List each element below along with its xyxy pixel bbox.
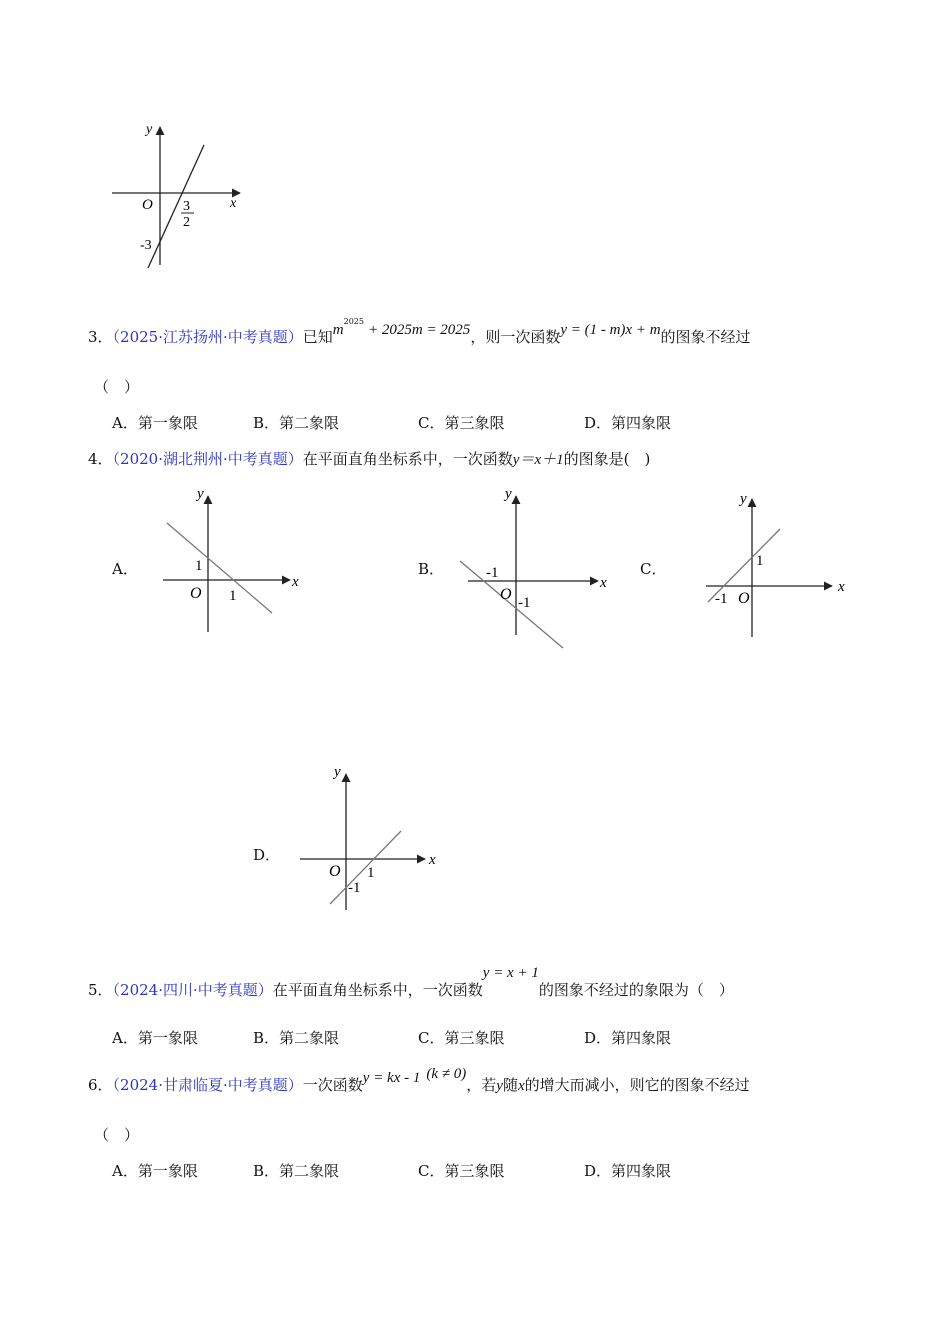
question-number: 5． <box>88 981 113 999</box>
option-text: 第三象限 <box>444 1162 505 1180</box>
question-text: 一次函数 <box>302 1076 363 1094</box>
function-condition: (k ≠ 0) <box>426 1066 467 1082</box>
question-text: 的图象不经过的象限为（ ） <box>538 981 734 999</box>
question-text: ，若 <box>466 1076 497 1094</box>
y-intercept-label: 1 <box>195 558 203 574</box>
question-number: 4． <box>88 450 113 468</box>
option-c[interactable]: C． <box>640 560 667 578</box>
option-b-graph <box>450 480 620 655</box>
y-intercept-label: -3 <box>140 238 152 253</box>
option-text: 第四象限 <box>611 1162 672 1180</box>
option-text: 第一象限 <box>137 1162 198 1180</box>
option-d[interactable] <box>584 1160 671 1181</box>
question-source: （2024·甘肃临夏·中考真题） <box>112 1076 303 1094</box>
option-text: 第四象限 <box>611 1029 672 1047</box>
option-letter: A． <box>112 414 138 432</box>
graph-line <box>167 523 272 613</box>
question-text: 的图象不经过 <box>660 328 751 346</box>
formula-rest: + 2025m = 2025 <box>367 322 471 338</box>
option-letter: D． <box>584 1029 612 1047</box>
option-letter: B． <box>253 414 280 432</box>
question-text: 随 <box>502 1076 518 1094</box>
function-formula: y = kx - 1 <box>362 1070 421 1086</box>
option-d-graph <box>295 758 455 918</box>
option-a[interactable] <box>112 1027 198 1048</box>
x-label: x <box>600 575 607 591</box>
option-text: 第二象限 <box>279 1162 340 1180</box>
x-intercept-denominator: 2 <box>183 215 190 230</box>
option-text: 第一象限 <box>137 1029 198 1047</box>
origin-label: O <box>190 585 202 602</box>
x-label: x <box>838 579 845 595</box>
function-formula: y＝x＋1 <box>512 452 564 468</box>
option-text: 第一象限 <box>137 414 198 432</box>
option-text: 第三象限 <box>444 1029 505 1047</box>
variable-x: x <box>517 1078 525 1094</box>
option-b[interactable] <box>253 1027 339 1048</box>
option-c[interactable] <box>418 412 505 433</box>
option-a[interactable] <box>112 1160 198 1181</box>
variable-y: y <box>496 1078 503 1094</box>
origin-label: O <box>142 197 153 213</box>
answer-paren: （ ） <box>94 1126 140 1144</box>
y-label: y <box>197 486 204 502</box>
y-intercept-label: -1 <box>518 595 531 611</box>
question-text: 的图象是( ) <box>563 450 651 468</box>
answer-paren: （ ） <box>94 378 140 396</box>
question-text: 在平面直角坐标系中，一次函数 <box>272 981 483 999</box>
option-text: 第二象限 <box>279 1029 340 1047</box>
origin-label: O <box>329 863 341 880</box>
option-d[interactable] <box>584 1027 671 1048</box>
question-text: 在平面直角坐标系中，一次函数 <box>302 450 513 468</box>
formula-base: m <box>332 322 344 338</box>
option-letter: D． <box>584 1162 612 1180</box>
x-intercept-label: -1 <box>715 591 728 607</box>
function-formula: y = (1 - m)x + m <box>560 322 661 338</box>
option-b[interactable] <box>253 1160 339 1181</box>
question-text: ，则一次函数 <box>470 328 561 346</box>
question-6-stem <box>88 1066 750 1095</box>
option-a-graph <box>155 480 315 640</box>
x-label: x <box>230 196 237 211</box>
question-source: （2025·江苏扬州·中考真题） <box>112 328 303 346</box>
x-intercept-label: 1 <box>367 865 375 881</box>
option-c-graph <box>700 485 860 645</box>
x-intercept-label: 1 <box>229 588 237 604</box>
option-a[interactable]: A． <box>112 560 138 578</box>
graph-line <box>460 561 563 648</box>
option-b[interactable] <box>253 412 339 433</box>
x-intercept-numerator: 3 <box>183 199 190 214</box>
question-source: （2020·湖北荆州·中考真题） <box>112 450 303 468</box>
graph-line <box>330 831 401 904</box>
question-text: 的增大而减小，则它的图象不经过 <box>524 1076 750 1094</box>
y-label: y <box>505 486 512 502</box>
option-letter: D． <box>584 414 612 432</box>
option-letter: C． <box>418 414 445 432</box>
option-c[interactable] <box>418 1027 505 1048</box>
question-text: 已知 <box>302 328 333 346</box>
y-intercept-label: 1 <box>756 553 764 569</box>
formula-exponent: 2025 <box>343 317 364 326</box>
option-b[interactable]: B． <box>418 560 445 578</box>
origin-label: O <box>738 590 750 607</box>
y-label: y <box>740 491 747 507</box>
origin-label: O <box>500 586 512 603</box>
x-label: x <box>429 852 436 868</box>
option-letter: A． <box>112 1162 138 1180</box>
option-text: 第三象限 <box>444 414 505 432</box>
question-3-stem <box>88 317 751 347</box>
question-5-stem <box>88 965 734 1000</box>
option-letter: B． <box>253 1029 280 1047</box>
option-d[interactable]: D． <box>253 846 281 864</box>
option-a[interactable] <box>112 412 198 433</box>
option-letter: B． <box>253 1162 280 1180</box>
option-text: 第四象限 <box>611 414 672 432</box>
option-c[interactable] <box>418 1160 505 1181</box>
x-intercept-label: -1 <box>486 565 499 581</box>
option-d[interactable] <box>584 412 671 433</box>
question-number: 6． <box>88 1076 113 1094</box>
y-label: y <box>334 764 341 780</box>
x-label: x <box>292 574 299 590</box>
option-letter: A． <box>112 1029 138 1047</box>
option-text: 第二象限 <box>279 414 340 432</box>
graph-line <box>148 145 204 268</box>
option-letter: C． <box>418 1029 445 1047</box>
question-source: （2024·四川·中考真题） <box>112 981 273 999</box>
y-label: y <box>146 122 153 137</box>
function-formula: y = x + 1 <box>482 965 539 981</box>
y-intercept-label: -1 <box>348 880 361 896</box>
question-number: 3． <box>88 328 113 346</box>
top-graph <box>100 115 260 275</box>
question-4-stem <box>88 448 650 469</box>
option-letter: C． <box>418 1162 445 1180</box>
